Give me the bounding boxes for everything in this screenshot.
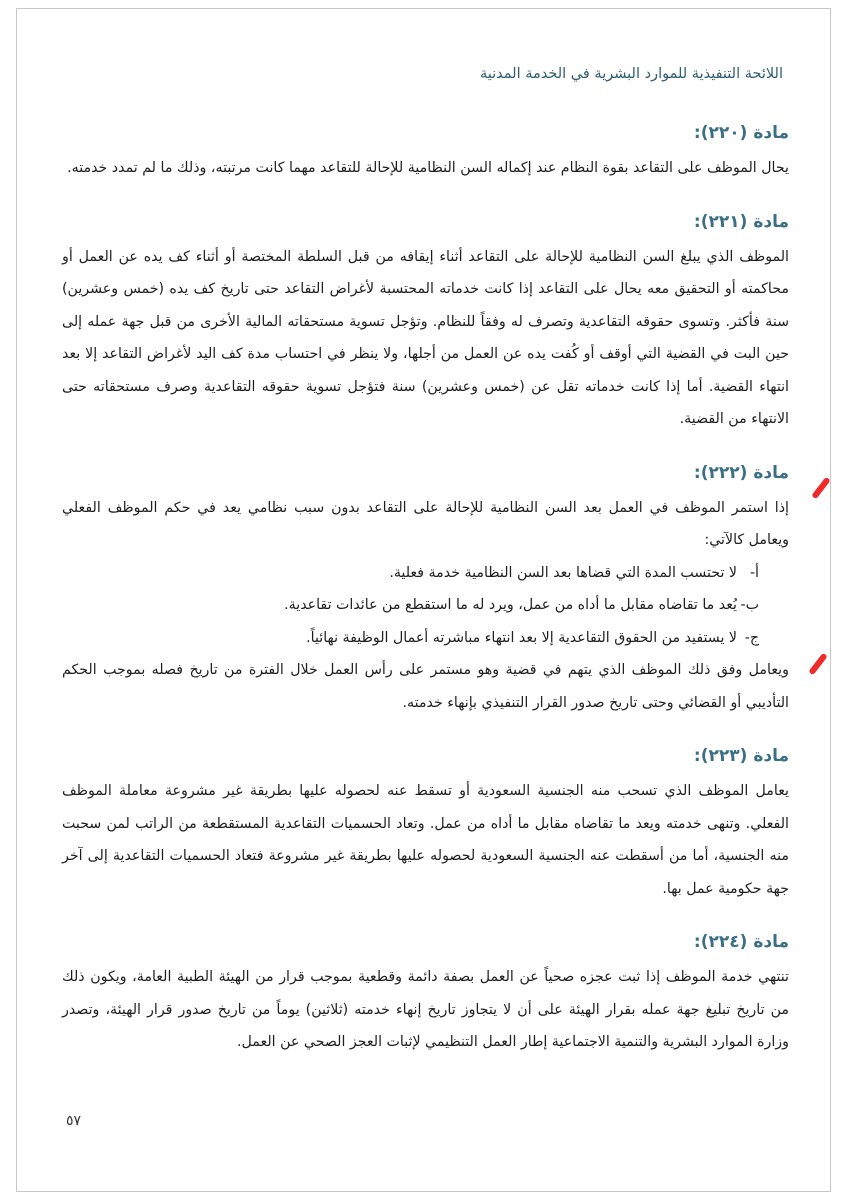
article-220 <box>62 118 789 185</box>
list-item <box>62 557 759 590</box>
list-item-text: يُعد ما تقاضاه مقابل ما أداه من عمل، ويرد له ما استقطع من عائدات تقاعدية. <box>284 597 737 613</box>
article-list <box>62 557 789 655</box>
article-title: مادة (٢٢١): <box>693 211 789 232</box>
article-title: مادة (٢٢٣): <box>693 746 789 766</box>
article-paragraph: يعامل الموظف الذي تسحب منه الجنسية السعودية أو تسقط عنه لحصوله عليها بطريقة غير مشروعة معاملة الموظف الفعلي. وتنهى خدمته ويعد ما تقاضاه مقابل ما أداه من عمل. وتعاد الحسميات التقاعدية المستقطعة من الراتب لمن سحبت منه الجنسية، أما من أسقطت عنه الجنسية السعودية لحصوله عليها بطريقة غير مشروعة فتعاد الحسميات التقاعدية إلى آخر جهة حكومية عمل بها. <box>62 783 789 897</box>
article-title: مادة (٢٢٠): <box>693 123 789 143</box>
document-body <box>62 118 789 1081</box>
list-marker: أ- <box>749 564 759 581</box>
article-intro: إذا استمر الموظف في العمل بعد السن النظامية للإحالة على التقاعد بدون سبب نظامي يعد في حكم الموظف الفعلي ويعامل كالآتي: <box>62 499 789 548</box>
article-title: مادة (٢٢٤): <box>693 932 789 952</box>
list-item <box>62 589 759 622</box>
document-header: اللائحة التنفيذية للموارد البشرية في الخدمة المدنية <box>480 66 783 82</box>
article-outro: ويعامل وفق ذلك الموظف الذي يتهم في قضية وهو مستمر على رأس العمل خلال الفترة من تاريخ فصله بموجب الحكم التأديبي أو القضائي وحتى تاريخ صدور القرار التنفيذي بإنهاء خدمته. <box>62 662 789 711</box>
article-title: مادة (٢٢٢): <box>693 462 789 483</box>
article-paragraph: تنتهي خدمة الموظف إذا ثبت عجزه صحياً عن العمل بصفة دائمة وقطعية بموجب قرار من الهيئة الطبية العامة، ويكون ذلك من تاريخ تبليغ جهة عمله بقرار الهيئة على أن لا يتجاوز تاريخ إنهاء خدمته (ثلاثين) يوماً من تاريخ صدور قرار الهيئة، وتصدر وزارة الموارد البشرية والتنمية الاجتماعية إطار العمل التنظيمي لإثبات العجز الصحي عن العمل. <box>62 969 789 1050</box>
article-224 <box>62 927 789 1059</box>
page-number: ٥٧ <box>66 1113 82 1129</box>
article-paragraph: يحال الموظف على التقاعد بقوة النظام عند إكماله السن النظامية للإحالة للتقاعد مهما كانت مرتبته، وذلك ما لم تمدد خدمته. <box>67 160 789 176</box>
list-marker: ج- <box>744 629 759 646</box>
article-paragraph: الموظف الذي يبلغ السن النظامية للإحالة على التقاعد أثناء إيقافه من قبل السلطة المختصة أو أثناء كف يده عن العمل أو محاكمته أو التحقيق معه يحال على التقاعد إذا كانت خدماته المحتسبة لأغراض التقاعد حتى تاريخ كف يده (خمس وعشرين) سنة فأكثر. وتسوى حقوقه التقاعدية وتصرف له وفقاً للنظام. وتؤجل تسوية مستحقاته المالية الأخرى من قبل جهة عمله إلى حين البت في القضية التي أوقف أو كُفت يده عن العمل من أجلها، ولا ينظر في احتساب مدة كف اليد لأغراض التقاعد إلا بعد انتهاء القضية. أما إذا كانت خدماته تقل عن (خمس وعشرين) سنة فتؤجل تسوية حقوقه التقاعدية وصرف مستحقاته حتى الانتهاء من القضية. <box>62 248 789 427</box>
list-item <box>62 622 759 655</box>
article-221 <box>62 207 789 436</box>
list-item-text: لا يستفيد من الحقوق التقاعدية إلا بعد انتهاء مباشرته أعمال الوظيفة نهائياً. <box>306 629 737 646</box>
article-222 <box>62 458 789 720</box>
list-item-text: لا تحتسب المدة التي قضاها بعد السن النظامية خدمة فعلية. <box>389 564 737 581</box>
list-marker: ب- <box>740 597 759 613</box>
article-223 <box>62 741 789 905</box>
